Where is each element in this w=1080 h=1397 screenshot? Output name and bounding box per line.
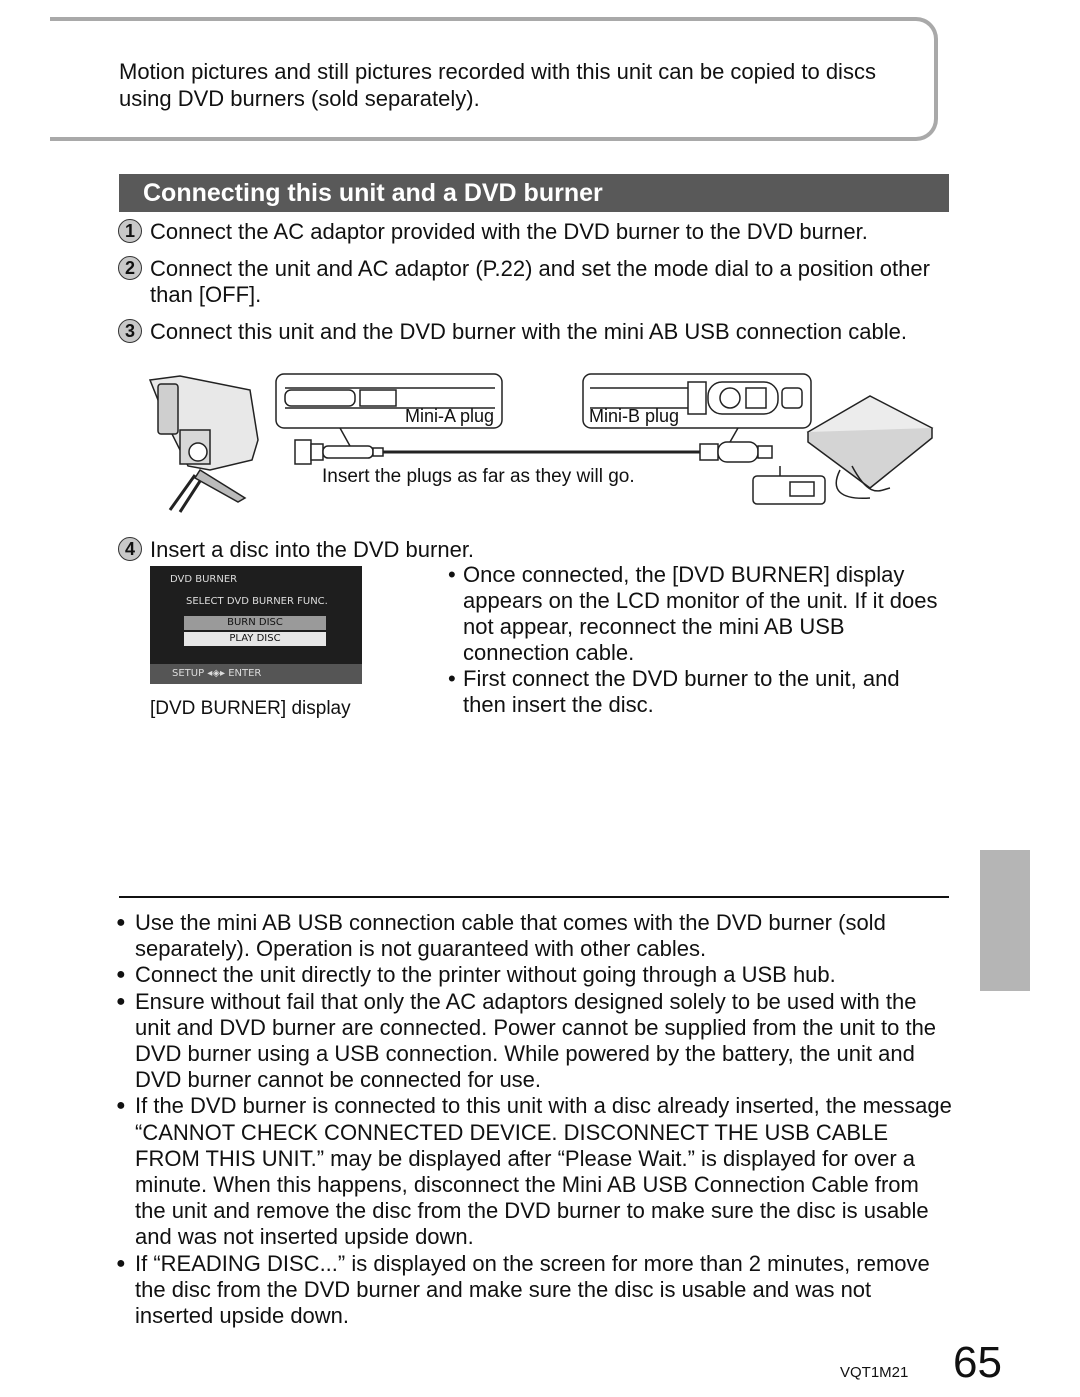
lcd-footer: SETUP ◂◈▸ ENTER — [172, 668, 262, 679]
list-item: • Once connected, the [DVD BURNER] display appears on the LCD monitor of the unit. If it does not appear, reconnect the mini AB USB connection cable. — [448, 562, 938, 665]
mini-b-label: Mini-B plug — [589, 406, 680, 426]
lcd-option-play: PLAY DISC — [184, 632, 326, 646]
list-item: ● Ensure without fail that only the AC adaptors designed solely to be used with the unit and DVD burner are connected. Power cannot be supplied from the unit to the DVD burner using a USB connection. While powered by the battery, the unit and DVD burner cannot be connected for use. — [116, 988, 937, 1093]
list-item: ● If “READING DISC...” is displayed on the screen for more than 2 minutes, remove the disc from the DVD burner and make sure the disc is usable and was not inserted upside down. — [116, 1250, 930, 1329]
dvd-burner-lcd-display — [150, 566, 362, 684]
lcd-caption: [DVD BURNER] display — [150, 698, 351, 719]
footer-code: VQT1M21 — [840, 1364, 909, 1381]
step-number: 2 — [118, 256, 142, 280]
connection-diagram — [140, 370, 940, 530]
step-number: 4 — [118, 537, 142, 561]
list-item: • First connect the DVD burner to the unit, and then insert the disc. — [448, 666, 900, 717]
step-text: Connect the unit and AC adaptor (P.22) and set the mode dial to a position other than [OFF]. — [150, 256, 930, 307]
side-tab — [980, 850, 1030, 991]
divider — [119, 896, 949, 898]
list-item: ● If the DVD burner is connected to this unit with a disc already inserted, the message “CANNOT CHECK CONNECTED DEVICE. DISCONNECT THE USB CABLE FROM THIS UNIT.” may be displayed after “Please Wait.” is displayed for over a minute. When this happens, disconnect the Mini AB USB Connection Cable from the unit and remove the disc from the DVD burner to make sure the disc is usable and was not inserted upside down. — [116, 1093, 952, 1250]
step-3 — [118, 319, 948, 345]
step-1 — [118, 219, 948, 245]
list-item: ● Use the mini AB USB connection cable that comes with the DVD burner (sold separately). Operation is not guaranteed with other cables. — [116, 910, 886, 962]
intro-text: Motion pictures and still pictures recorded with this unit can be copied to discs using DVD burners (sold separately). — [119, 59, 876, 111]
usb-cable — [295, 428, 772, 464]
diagram-caption: Insert the plugs as far as they will go. — [322, 466, 635, 487]
step-number: 1 — [118, 219, 142, 243]
lcd-title: DVD BURNER — [170, 574, 238, 585]
page-number: 65 — [953, 1338, 1002, 1387]
step-text: Connect the AC adaptor provided with the DVD burner to the DVD burner. — [150, 219, 868, 244]
lcd-subtitle: SELECT DVD BURNER FUNC. — [186, 596, 328, 607]
step-text: Connect this unit and the DVD burner with the mini AB USB connection cable. — [150, 319, 907, 344]
section-title: Connecting this unit and a DVD burner — [119, 174, 949, 212]
lcd-option-burn: BURN DISC — [184, 616, 326, 630]
mini-a-label: Mini-A plug — [405, 406, 495, 426]
step-4 — [118, 537, 948, 563]
camera-illustration — [150, 376, 258, 512]
step-2 — [118, 256, 948, 308]
step4-notes — [446, 562, 946, 718]
list-item: ● Connect the unit directly to the printer without going through a USB hub. — [116, 962, 836, 988]
step-number: 3 — [118, 319, 142, 343]
step-text: Insert a disc into the DVD burner. — [150, 537, 475, 562]
notes-list — [116, 910, 952, 1329]
